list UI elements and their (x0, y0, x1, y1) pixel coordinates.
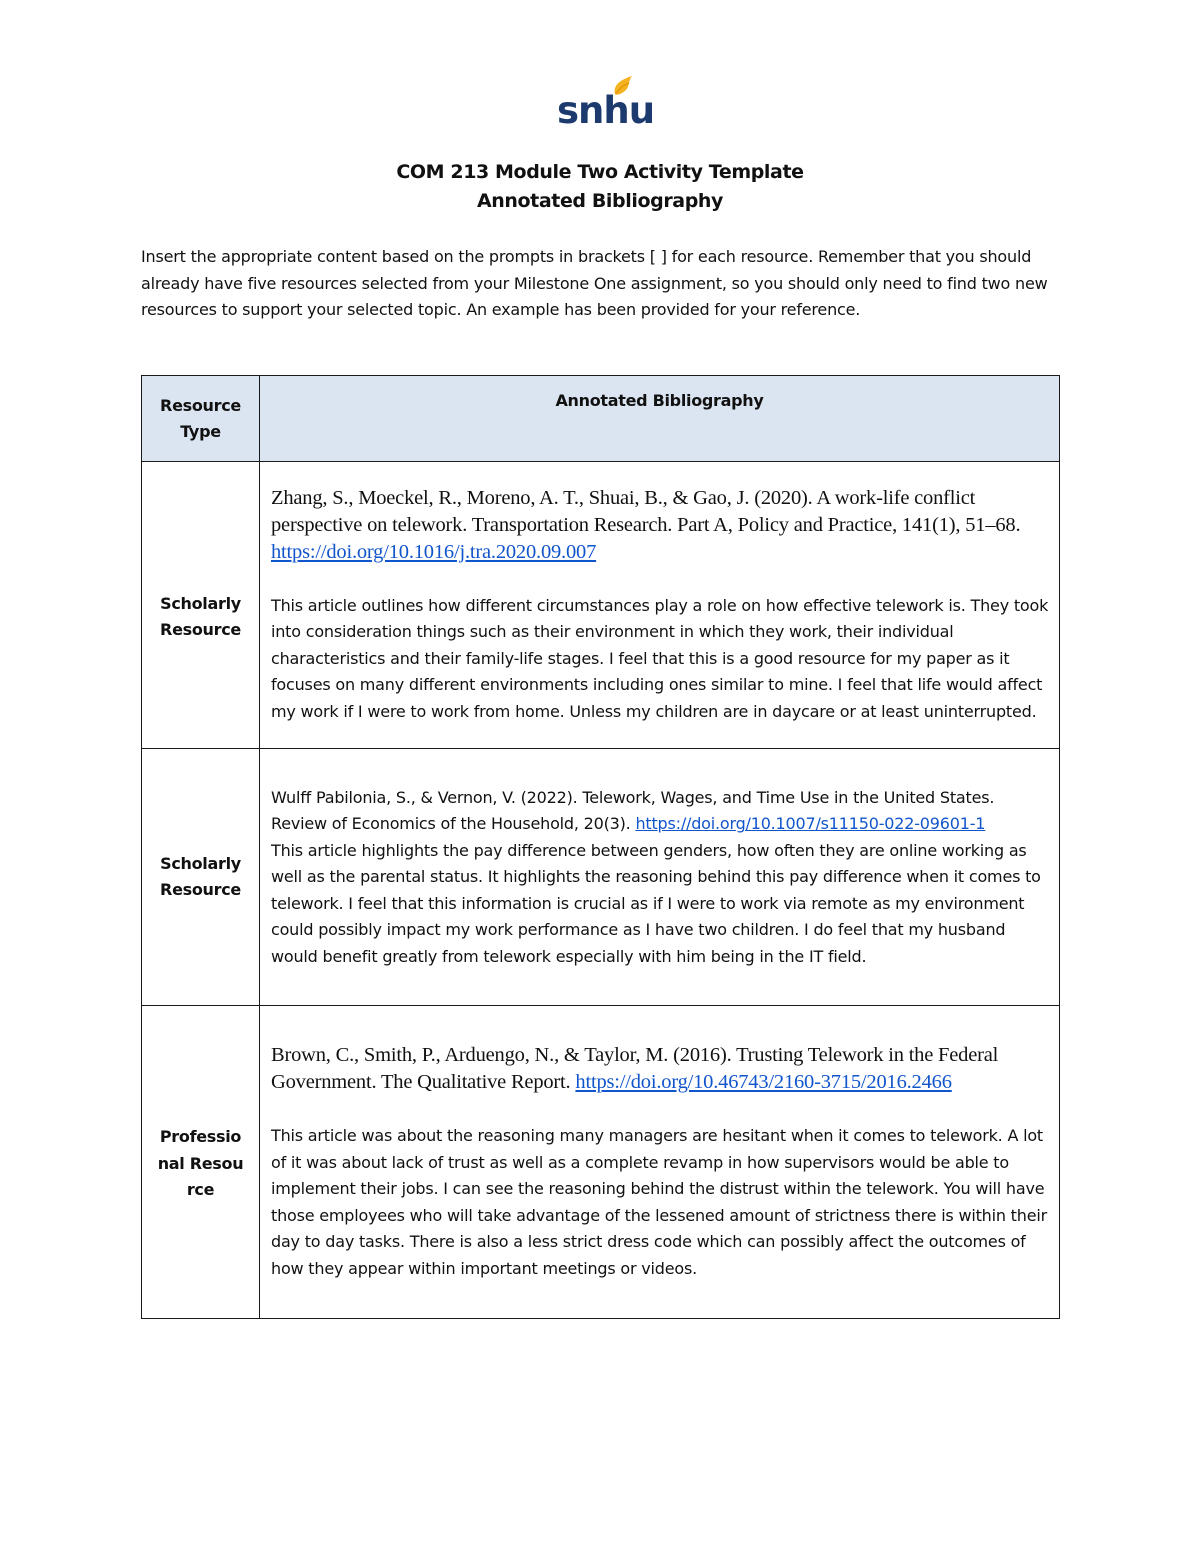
annotation: This article was about the reasoning many managers are hesitant when it comes to telework. A lot of it was about lack of trust as well as a complete revamp in how supervisors would be able to implement their jobs. I can see the reasoning behind the distrust within the telework. You will have those employees who will take advantage of the lessened amount of strictness there is within their day to day tasks. There is also a less strict dress code which can possibly affect the outcomes of how they appear within important meetings or videos. (271, 1126, 1047, 1278)
header-resource-type: Resource Type (142, 376, 260, 462)
resource-type-cell: Scholarly Resource (142, 749, 260, 1006)
citation: Wulff Pabilonia, S., & Vernon, V. (2022). Telework, Wages, and Time Use in the United States. Review of Economics of the Household, 20(3). https://doi.org/10.1007/s11150-022-09601-1 (271, 787, 995, 834)
bibliography-table (141, 375, 1060, 1319)
snhu-logo (553, 74, 655, 134)
bibliography-cell (260, 462, 1060, 749)
table-header-row (142, 376, 1060, 462)
resource-type-cell: Professional Resource (142, 1006, 260, 1319)
header-annotated-bibliography: Annotated Bibliography (260, 376, 1060, 462)
table-row (142, 1006, 1060, 1319)
doi-link[interactable]: https://doi.org/10.1007/s11150-022-09601-1 (635, 814, 986, 834)
resource-type-cell: Scholarly Resource (142, 462, 260, 749)
document-subtitle: Annotated Bibliography (476, 190, 724, 212)
table-row (142, 462, 1060, 749)
table-row (142, 749, 1060, 1006)
bibliography-cell (260, 1006, 1060, 1319)
citation: Zhang, S., Moeckel, R., Moreno, A. T., Shuai, B., & Gao, J. (2020). A work-life conflict perspective on telework. Transportation Research. Part A, Policy and Practice, 141(1), 51–68. https://doi.org/10.1016/j.tra.2020.09.007 (271, 486, 1021, 563)
annotation: This article outlines how different circumstances play a role on how effective telework is. They took into consideration things such as their environment in which they work, their individual characteristics and their family-life stages. I feel that this is a good resource for my paper as it focuses on many different environments including ones similar to mine. I feel that life would affect my work if I were to work from home. Unless my children are in daycare or at least uninterrupted. (271, 595, 1049, 721)
intro-paragraph: Insert the appropriate content based on the prompts in brackets [ ] for each resource. Remember that you should already have five resources selected from your Milestone One assignment, so you should only need to find two new resources to support your selected topic. An example has been provided for your reference. (141, 247, 1048, 319)
doi-link[interactable]: https://doi.org/10.46743/2160-3715/2016.2466 (575, 1071, 952, 1093)
title-block (0, 158, 1200, 216)
logo-wordmark: snhu (557, 89, 655, 132)
annotation: This article highlights the pay difference between genders, how often they are online working as well as the parental status. It highlights the reasoning behind this pay difference when it comes to telework. I feel that this information is crucial as if I were to work via remote as my environment could possibly impact my work performance as I have two children. I do feel that my husband would benefit greatly from telework especially with him being in the IT field. (271, 840, 1041, 966)
doi-link[interactable]: https://doi.org/10.1016/j.tra.2020.09.007 (271, 540, 597, 563)
document-title: COM 213 Module Two Activity Template (396, 161, 804, 183)
citation: Brown, C., Smith, P., Arduengo, N., & Taylor, M. (2016). Trusting Telework in the Federal Government. The Qualitative Report. https://doi.org/10.46743/2160-3715/2016.2466 (271, 1044, 999, 1093)
bibliography-cell (260, 749, 1060, 1006)
